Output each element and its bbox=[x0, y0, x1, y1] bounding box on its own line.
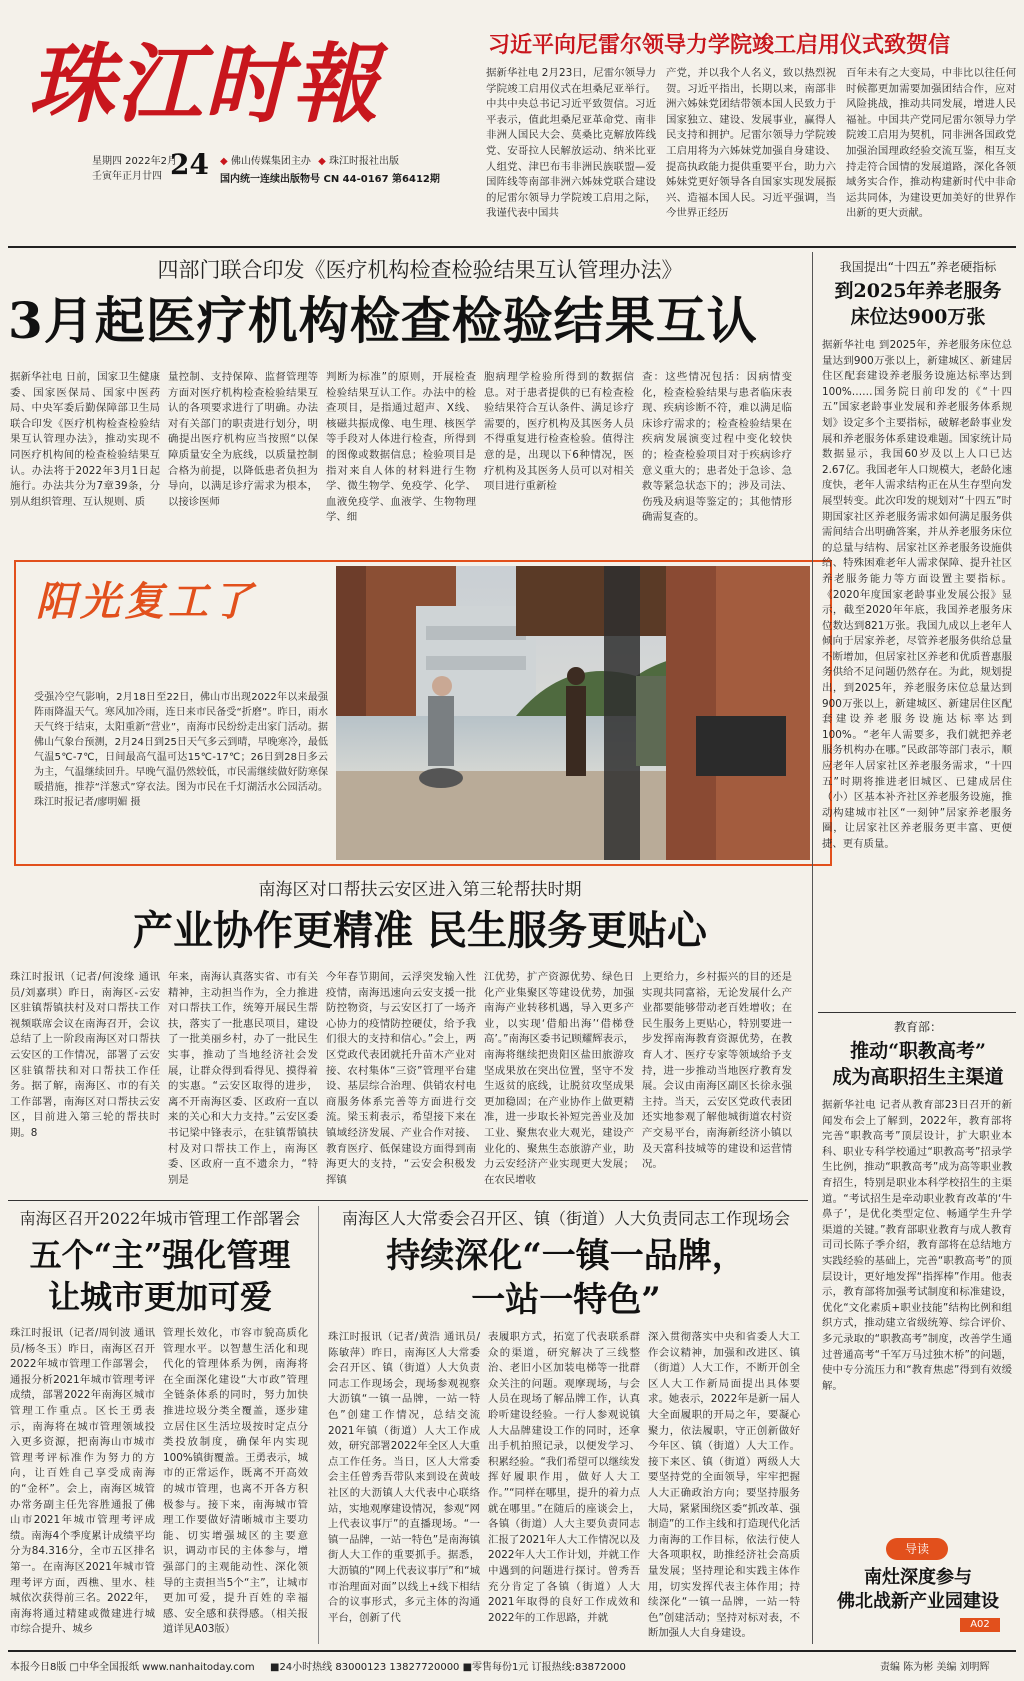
top-story-col-3: 百年未有之大变局，中非比以往任何时候都更加需要加强团结合作，应对风险挑战，推动共同发展，增进人民福祉。中国共产党同尼雷尔领导力学院竣工启用为契机，同非洲各国政党加强治国理政经验交流互鉴，相互支持走符合国情的发展道路，深化各领域务实合作，推动构建新时代中非命运共同体，为建设更加美好的世界作出新的更大贡献。 bbox=[846, 67, 1016, 220]
guide-headline-1[interactable]: 南灶深度参与 bbox=[864, 1567, 972, 1588]
date-day: 24 bbox=[170, 148, 209, 181]
section-rule bbox=[8, 1200, 808, 1201]
poverty-col-3: 今年春节期间，云浮突发输入性疫情，南海迅速向云安支援一批防控物资，与云安区打了一场齐心协力的疫情防控硬仗，给予我们很大的支持和信心。”会上，两区党政代表团就托升苗木产业对接、农村集体“三资”管理平台建设、基层综合治理、供销农村电商服务体系完善等方面进行交流。梁玉莉表示，希望接下来在镇域经济发展、产业合作对接、教育医疗、低保建设方面得到南海更大的支持，“云安会积极发挥镇 bbox=[326, 971, 476, 1186]
poverty-headline: 产业协作更精准 民生服务更贴心 bbox=[133, 907, 707, 954]
footer-rule bbox=[8, 1650, 1016, 1652]
park-photo-graphic bbox=[336, 566, 810, 860]
top-story-col-1: 据新华社电 2月23日，尼雷尔领导力学院竣工启用仪式在坦桑尼亚举行。中共中央总书记习近平致贺信。习近平表示，值此坦桑尼亚革命党、南非非洲人国民大会、莫桑比克解放阵线党、安哥拉人民解放运动、纳米比亚人组党、津巴布韦非洲民族联盟—爱国阵线等南部非洲六姊妹党联合建设的尼雷尔领导力学院竣工启用之际，我谨代表中国共 bbox=[486, 67, 656, 220]
lead-col-5: 查：这些情况包括：因病情变化，检查检验结果与患者临床表现、疾病诊断不符，难以满足临床诊疗需求的；检查检验结果在疾病发展演变过程中变化较快的；检查检验项目对于疾病诊疗意义重大的；患者处于急诊、急救等紧急状态下的；涉及司法、伤残及病退等鉴定的；其他情形确需复查的。 bbox=[642, 371, 792, 524]
footer-right: 责编 陈为彬 美编 刘明辉 bbox=[880, 1662, 990, 1673]
city-headline-2: 让城市更加可爱 bbox=[47, 1278, 272, 1316]
masthead-logo: 珠江时報 bbox=[28, 34, 380, 135]
congress-headline-1: 持续深化“一镇一品牌， bbox=[386, 1236, 746, 1276]
sponsor1: 佛山传媒集团主办 bbox=[230, 156, 311, 167]
issue-number: 国内统一连续出版物号 CN 44-0167 第6412期 bbox=[220, 174, 440, 185]
edu-kicker: 教育部： bbox=[893, 1020, 942, 1034]
city-headline-1: 五个“主”强化管理 bbox=[29, 1236, 291, 1274]
top-story-headline: 习近平向尼雷尔领导力学院竣工启用仪式致贺信 bbox=[488, 32, 951, 58]
lead-col-1: 据新华社电 日前，国家卫生健康委、国家医保局、国家中医药局、中央军委后勤保障部卫生局联合印发《医疗机构检查检验结果互认管理办法》，推动实现不同医疗机构间的检查检验结果互认。办法将于2022年3月1日起施行。办法共分为7章39条，分别从组织管理、互认规则、质 bbox=[10, 371, 160, 508]
masthead-rule bbox=[8, 246, 1016, 248]
edu-headline-1: 推动“职教高考” bbox=[850, 1040, 986, 1062]
sponsor-icon: ◆ bbox=[220, 156, 228, 167]
congress-col-3: 深入贯彻落实中央和省委人大工作会议精神，加强和改进区、镇（街道）人大工作，不断开创全区人大工作新局面提出具体要求。她表示，2022年是新一届人大全面履职的开局之年，要凝心聚力，依法履职，守正创新做好今年区、镇（街道）人大工作。接下来区、镇（街道）两级人大要坚持党的全面领导，牢牢把握人大正确政治方向；要坚持服务大局，紧紧围绕区委“抓改革、强制造”的工作主线和打造现代化活力南海的工作目标，依法行使人大各项职权，助推经济社会高质量发展；坚持理论和实践主体作用，切实发挥代表主体作用；持续深化“一镇一品牌，一站一特色”创建活动；坚持对标对表，不断加强人大自身建设。 bbox=[648, 1331, 800, 1640]
guide-headline-2[interactable]: 佛北战新产业园建设 bbox=[837, 1591, 999, 1612]
edu-headline-2: 成为高职招生主渠道 bbox=[832, 1066, 1004, 1088]
footer-mid: ■24小时热线 83000123 13827720000 ■零售每份1元 订报热线:83872000 bbox=[270, 1662, 626, 1673]
sidebar-divider bbox=[812, 252, 813, 1644]
congress-headline-2: 一站一特色” bbox=[471, 1280, 661, 1320]
lead-col-3: 判断为标准”的原则，开展检查检验结果互认工作。办法中的检查项目，是指通过超声、X线、核磁共振成像、电生理、核医学等手段对人体进行检查，所得到的图像或数据信息；检验项目是指对来自人体的材料进行生物学、微生物学、免疫学、化学、血液免疫学、血液学、生物物理学、细 bbox=[326, 371, 476, 524]
top-story-col-2: 产党，并以我个人名义，致以热烈祝贺。习近平指出，长期以来，南部非洲六姊妹党团结带领本国人民致力于国家独立、建设、发展事业，赢得人民支持和拥护。尼雷尔领导力学院竣工启用将为六姊妹党加强自身建设、提高执政能力提供重要平台，助力六姊妹党更好领导各自国家实现发展振兴、造福本国人民。习近平强调，当今世界正经历 bbox=[666, 67, 836, 220]
aging-headline-2: 床位达900万张 bbox=[850, 306, 986, 328]
lead-col-2: 量控制、支持保障、监督管理等方面对医疗机构检查检验结果互认的各项要求进行了明确。办法对有关部门的职责进行划分，明确提出医疗机构应当按照“以保障质量安全为底线，以质量控制合格为前提，以降低患者负担为导向，以满足诊疗需求为根本，以接诊医师 bbox=[168, 371, 318, 508]
footer-left: 本报今日8版 □中华全国报纸 www.nanhaitoday.com bbox=[10, 1662, 255, 1673]
congress-col-1: 珠江时报讯（记者/黄浩 通讯员/陈敏萍）昨日，南海区人大常委会召开区、镇（街道）人大负责同志工作现场会，现场参观视察大沥镇“一镇一品牌，一站一特色”创建工作情况，总结交流2021年镇（街道）人大工作成效，研究部署2022年全区人大重点工作任务。当日，区人大常委会主任曾秀吾带队来到设在黄岐社区的大沥镇人大代表中心联络站，实地观摩建设情况，参观“网上代表议事厅”的直播现场。“一镇一品牌，一站一特色”是南海镇街人大工作的重要抓手。据悉，大沥镇的“网上代表议事厅”和“城市治理面对面”以线上+线下相结合的议事形式，多元主体的沟通平台，创新了代 bbox=[328, 1331, 480, 1624]
aging-body: 据新华社电 到2025年，养老服务床位总量达到900万张以上，新建城区、新建居住区配套建设养老服务设施达标率达到100%……国务院日前印发的《“十四五”国家老龄事业发展和养老服务体系规划》设定多个主要指标，破解老龄事业发展和养老服务体系建设难题。国家统计局数据显示，我国60岁及以上人口已达2.67亿。我国老年人口规模大，老龄化速度快，老年人需求结构正在从生存型向发展型转变。此次印发的规划对“十四五”时期国家社区养老服务需求如何满足服务供需间结合出明确答案，并从养老服务床位的总量与结构、居家社区养老服务设施供给、特殊困难老年人需求保障、提升社区养老服务能力等方面设置主要指标。《2020年度国家老龄事业发展公报》显示，截至2020年年底，我国养老服务床位数达到821万张。我国九成以上老年人倾向于居家养老，尽管养老服务供给总量不断增加，但居家社区养老和优质普惠服务供给不足问题仍然存在。为此，规划提出，到2025年，养老服务床位总量达到900万张以上，新建城区、新建居住区配套建设养老服务设施达标率达到100%。“老年人需要多，我们就把养老服务机构办在哪。”民政部等部门表示，顺应老年人居家社区养老服务需求，“十四五”时期将推进老旧城区、已建成居住（小）区基本补齐社区养老服务设施，推动构建城市社区“一刻钟”居家养老服务圈，让居家社区养老服务更丰富、更便捷、更有质量。 bbox=[822, 339, 1012, 850]
photo-feature-caption: 受强冷空气影响，2月18日至22日，佛山市出现2022年以来最强阵雨降温天气。寒风加冷雨，连日来市民备受“折磨”。昨日，雨水天气终于结束，太阳重新“营业”，南海市民纷纷走出家门活动。据佛山气象台预测，2月24日到25日天气多云到晴，早晚寒冷，最低气温5℃-7℃，日间最高气温可达15℃-17℃；26日到28日多云为主，气温继续回升。早晚气温仍然较低，市民需继续做好防寒保暖措施，推荐“洋葱式”穿衣法。图为市民在千灯湖活水公园活动。珠江时报记者/廖明媚 摄 bbox=[34, 692, 328, 808]
poverty-col-5: 上更给力，乡村振兴的目的还是实现共同富裕，无论发展什么产业都要能够带动老百姓增收；在民生服务上更贴心，特别要进一步发挥南海教育资源优势，在教育人才、医疗专家等领域给予支持，进一步推动当地医疗教育发展。会议由南海区副区长徐永强主持。当天，云安区党政代表团还实地参观了解他城街道农村资产交易平台，南海新经济小镇以及天富科技城等的建设和运营情况。 bbox=[642, 971, 792, 1171]
sidebar-rule bbox=[818, 1012, 1016, 1013]
sponsor-line bbox=[220, 152, 470, 185]
lead-headline: 3月起医疗机构检查检验结果互认 bbox=[8, 291, 758, 350]
city-divider bbox=[318, 1206, 319, 1644]
date-line2: 壬寅年正月廿四 bbox=[92, 171, 162, 182]
congress-kicker: 南海区人大常委会召开区、镇（街道）人大负责同志工作现场会 bbox=[341, 1209, 790, 1228]
lead-col-4: 胞病理学检验所得到的数据信息。对于患者提供的已有检查检验结果符合互认条件、满足诊疗需要的，医疗机构及其医务人员不得重复进行检查检验。值得注意的是，出现以下6种情况，医疗机构及其医务人员可以对相关项目进行重新检 bbox=[484, 371, 634, 493]
poverty-col-1: 珠江时报讯（记者/何浚缘 通讯员/刘嘉琪）昨日，南海区-云安区驻镇帮镇扶村及对口帮扶工作视频联席会议在南海召开，会议总结了上一阶段南海区对口帮扶云安区的工作情况，部署了云安区驻镇帮扶和对口帮扶工作任务。据了解，南海区、市的有关工作部署，南海区对口帮扶云安区，目前进入第三轮的帮扶时期。8 bbox=[10, 971, 160, 1139]
congress-col-2: 表履职方式，拓宽了代表联系群众的渠道，研究解决了三线整治、老旧小区加装电梯等一批群众关注的问题。观摩现场，与会人员在现场了解品牌工作，认真聆听建设经验。一行人参观说镇人大品牌建设工作的同时，还拿出手机拍照记录，以便发学习、积累经验。“我们希望可以继续发挥好履职作用，做好人大工作。”“同样在哪里，提升的着力点就在哪里。”在随后的座谈会上，各镇（街道）人大主要负责同志汇报了2021年人大工作情况以及2022年人大工作计划，并就工作中遇到的问题进行探讨。曾秀吾充分肯定了各镇（街道）人大2021年取得的良好工作成效和2022年的工作思路，并就 bbox=[488, 1331, 640, 1624]
city-kicker: 南海区召开2022年城市管理工作部署会 bbox=[19, 1209, 301, 1228]
lead-kicker: 四部门联合印发《医疗机构检查检验结果互认管理办法》 bbox=[157, 258, 683, 282]
sponsor2-icon: ◆ bbox=[318, 156, 326, 167]
guide-page: A02 bbox=[960, 1618, 1000, 1632]
city-col-2: 管理长效化，市容市貌高质化管理水平。以智慧生活化和现代化的管理体系为例，南海将在全面深化建设“大市政”管理全链条体系的同时，努力加快推进垃圾分类全覆盖，逐步建立居住区生活垃圾按时定点分类投放制度，确保年内实现100%镇街覆盖。王勇表示，城市的正常运作，既离不开高效的城市管理，也离不开各方积极参与。接下来，南海城市管理工作要做好清晰城市主要功能、切实增强城区的主要意识，调动市民的主体参与，增强部门的主观能动性、深化领导的主责担当5个“主”，让城市更加可爱，提升百姓的幸福感、安全感和获得感。（相关报道详见A03版） bbox=[163, 1327, 308, 1636]
sponsor2: 珠江时报社出版 bbox=[328, 156, 399, 167]
guide-badge: 导读 bbox=[886, 1538, 948, 1560]
park-photo bbox=[336, 566, 810, 860]
poverty-col-4: 江优势，扩产资源优势、绿色日化产业集聚区等建设优势，加强南海产业转移机遇，导入更多产业，以实现‘借船出海’‘借梯登高’。”南海区委书记顾耀辉表示，南海将继续把贵阳区盐田旅游攻坚成果放在突出位置，坚守不发生返贫的底线，让脱贫攻坚成果更加稳固；在产业协作上做更精准，进一步取长补短完善业及加工业、聚焦农业大观光，建设产业化的、聚焦生态旅游产业，助力云安经济产业实现更大发展；在农民增收 bbox=[484, 971, 634, 1186]
edu-body: 据新华社电 记者从教育部23日召开的新闻发布会上了解到，2022年，教育部将完善“职教高考”顶层设计，扩大职业本科、职业专科学校通过“职教高考”招录学生比例，推动“职教高考”成为高等职业教育招生，特别是职业本科学校招生的主渠道。“考试招生是牵动职业教育改革的‘牛鼻子’，是优化类型定位、畅通学生升学渠道的关键。”教育部职业教育与成人教育司司长陈子季介绍，教育部将在总结地方实践经验的基础上，完善“职教高考”的顶层设计，更好地发挥“指挥棒”作用。他表示，教育部将加强考试制度和标准建设，优化“文化素质+职业技能”结构比例和组织方式，推动建立省级统筹、综合评价、多元录取的“职教高考”制度，改善学生通过普通高考“千军万马过独木桥”的问题，使中专分流压力和“教育焦虑”得到有效缓解。 bbox=[822, 1099, 1012, 1392]
poverty-col-2: 年来，南海认真落实省、市有关精神，主动担当作为，全力推进对口帮扶工作，统筹开展民生帮扶，落实了一批惠民项目，建设了一批美丽乡村，办了一批民生实事，推动了当地经济社会发展，让群众得到看得见、摸得着的实惠。“云安区取得的进步，离不开南海区委、区政府一直以来的关心和大力支持。”云安区委书记梁中锋表示，在驻镇帮镇扶村及对口帮扶工作上，南海区委、区政府一直不遗余力，“特别是 bbox=[168, 971, 318, 1186]
city-col-1: 珠江时报讯（记者/周钊波 通讯员/杨冬玉）昨日，南海区召开2022年城市管理工作部署会，通报分析2021年城市管理考评成绩，部署2022年南海区城市管理工作重点。区长王勇表示，南海将在城市管理领域投入更多资源，把南海山市城市管理考评标准作为努力的方向，让百姓自己享受成南海的“金杯”。会上，南海区城管办常务副主任先容胜通报了佛山市2021年城市管理考评成绩。南海4个季度累计成绩平均分为84.316分，全市五区排名第一。在南海区2021年城市管理考评方面，西樵、里水、桂城依次获得前三名。2022年，南海将通过精建或微建进行城市综合提升、城乡 bbox=[10, 1327, 155, 1636]
date-line1: 星期四 2022年2月 bbox=[92, 156, 177, 167]
aging-kicker: 我国提出“十四五”养老硬指标 bbox=[839, 260, 997, 274]
aging-headline-1: 到2025年养老服务 bbox=[834, 280, 1002, 302]
poverty-kicker: 南海区对口帮扶云安区进入第三轮帮扶时期 bbox=[258, 880, 582, 900]
photo-feature-title: 阳光复工了 bbox=[36, 578, 256, 625]
